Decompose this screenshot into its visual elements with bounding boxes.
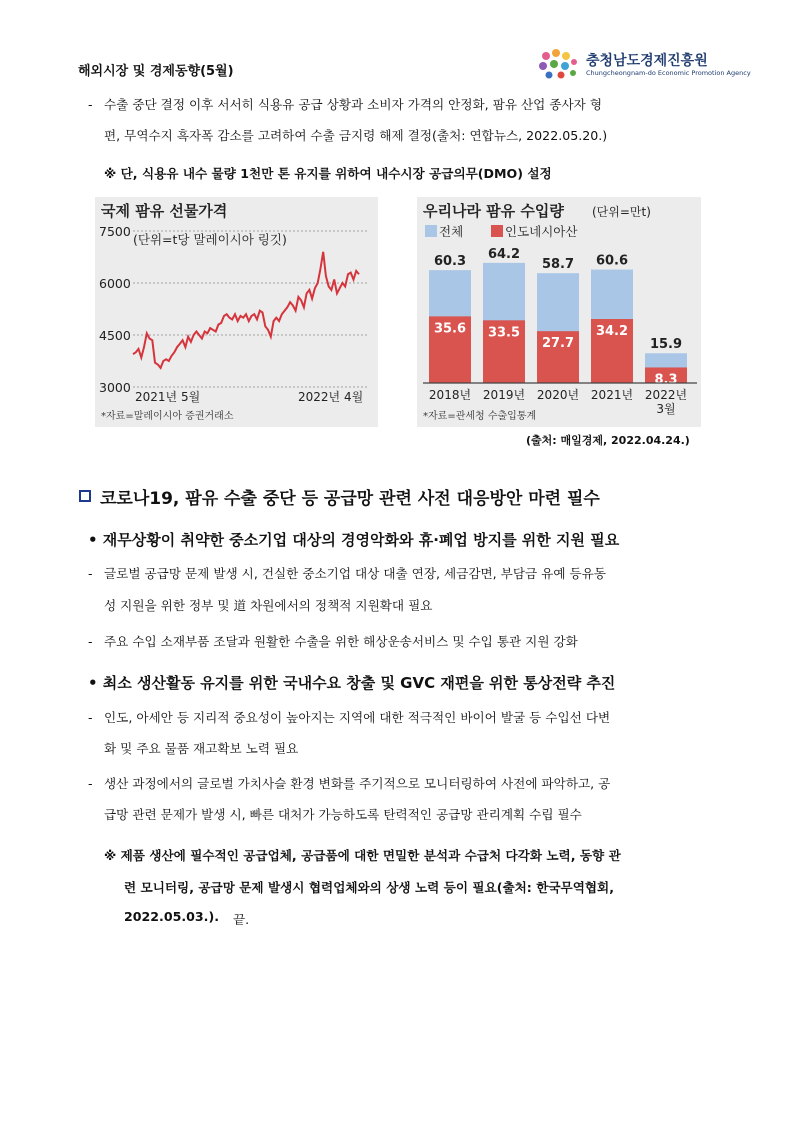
import-indonesia-label: 8.3 xyxy=(654,372,678,388)
import-indonesia-label: 35.6 xyxy=(433,321,467,337)
import-total-label: 60.3 xyxy=(433,254,467,270)
legend-total-swatch xyxy=(425,225,437,237)
import-category-label: 2019년 xyxy=(482,388,526,402)
sub2-note-line-3: 2022.05.03.). xyxy=(124,909,219,924)
import-total-label: 58.7 xyxy=(541,257,575,273)
legend-indonesia-label: 인도네시아산 xyxy=(505,224,578,239)
import-total-label: 64.2 xyxy=(487,246,521,262)
sub1-bullet-2: 주요 수입 소재부품 조달과 원활한 수출을 위한 해상운송서비스 및 수입 통관 지원 강화 xyxy=(104,634,578,649)
sub1-bullet-1-line-2: 성 지원을 위한 정부 및 道 차원에서의 정책적 지원확대 필요 xyxy=(104,598,433,613)
section-marker-icon xyxy=(79,490,91,502)
sub2-note-line-2: 련 모니터링, 공급망 문제 발생시 협력업체와의 상생 노력 등이 필요(출처: 한국무역협회, xyxy=(124,880,614,895)
futures-price-line xyxy=(133,252,359,368)
sub2-bullet-1-line-1: 인도, 아세안 등 지리적 중요성이 높아지는 지역에 대한 적극적인 바이어 발굴 등 수입선 다변 xyxy=(104,710,611,725)
futures-chart-subtitle: (단위=t당 말레이시아 링깃) xyxy=(133,232,287,247)
import-source: *자료=관세청 수출입통계 xyxy=(423,411,537,422)
futures-ytick-label: 3000 xyxy=(99,380,131,395)
futures-chart-title: 국제 팜유 선물가격 xyxy=(101,202,228,220)
sub1-title: • 재무상황이 취약한 중소기업 대상의 경영악화와 휴·폐업 방지를 위한 지원 필요 xyxy=(88,531,620,549)
section-title: 코로나19, 팜유 수출 중단 등 공급망 관련 사전 대응방안 마련 필수 xyxy=(100,489,600,509)
logo-english-name: Chungcheongnam-do Economic Promotion Agency xyxy=(586,69,751,77)
import-chart-unit: (단위=만t) xyxy=(592,205,651,219)
legend-indonesia-swatch xyxy=(491,225,503,237)
import-total-label: 15.9 xyxy=(649,337,683,353)
palm-oil-import-chart xyxy=(417,197,701,427)
import-category-label: 2020년 xyxy=(536,388,580,402)
import-category-label: 2021년 xyxy=(590,388,634,402)
sub1-bullet-1-line-1: 글로벌 공급망 문제 발생 시, 건실한 중소기업 대상 대출 연장, 세금감면, 부담금 유예 등유동 xyxy=(104,566,607,581)
futures-chart-svg xyxy=(95,197,378,427)
intro-bullet: - xyxy=(88,97,93,112)
futures-source: *자료=말레이시아 증권거래소 xyxy=(101,411,234,422)
sub2-title: • 최소 생산활동 유지를 위한 국내수요 창출 및 GVC 재편을 위한 통상전략 추진 xyxy=(88,674,616,692)
import-total-label: 60.6 xyxy=(595,253,629,269)
sub2-note-line-1: ※ 제품 생산에 필수적인 공급업체, 공급품에 대한 면밀한 분석과 수급처 다각화 노력, 동향 관 xyxy=(104,848,621,863)
futures-ytick-label: 4500 xyxy=(99,328,131,343)
futures-xlabel-start: 2021년 5월 xyxy=(135,390,201,404)
import-category-label: 2022년 xyxy=(644,388,688,402)
futures-ytick-label: 6000 xyxy=(99,276,131,291)
import-indonesia-label: 34.2 xyxy=(595,323,629,339)
palm-oil-futures-chart xyxy=(95,197,378,427)
chart-source: (출처: 매일경제, 2022.04.24.) xyxy=(526,434,690,447)
import-category-label: 3월 xyxy=(656,402,676,416)
sub2-bullet-1-line-2: 화 및 주요 물품 재고확보 노력 필요 xyxy=(104,741,299,756)
import-chart-title: 우리나라 팜유 수입량 xyxy=(423,202,564,220)
import-category-label: 2018년 xyxy=(428,388,472,402)
import-indonesia-label: 33.5 xyxy=(487,325,521,341)
sub2-bullet-1-dash: - xyxy=(88,710,93,725)
futures-ytick-label: 7500 xyxy=(99,224,131,239)
document-end-mark: 끝. xyxy=(233,912,250,927)
page-header-title: 해외시장 및 경제동향(5월) xyxy=(78,64,234,79)
sub2-bullet-2-line-1: 생산 과정에서의 글로벌 가치사슬 환경 변화를 주기적으로 모니터링하여 사전에 파악하고, 공 xyxy=(104,776,611,791)
sub2-bullet-2-dash: - xyxy=(88,776,93,791)
sub2-bullet-2-line-2: 급망 관련 문제가 발생 시, 빠른 대처가 가능하도록 탄력적인 공급망 관리계획 수립 필수 xyxy=(104,807,582,822)
import-indonesia-label: 27.7 xyxy=(541,336,575,352)
sub1-bullet-2-dash: - xyxy=(88,634,93,649)
intro-line-1: 수출 중단 결정 이후 서서히 식용유 공급 상황과 소비자 가격의 안정화, 팜유 산업 종사자 형 xyxy=(104,97,603,112)
intro-line-2: 편, 무역수지 흑자폭 감소를 고려하여 수출 금지령 해제 결정(출처: 연합뉴스, 2022.05.20.) xyxy=(104,128,608,143)
intro-note: ※ 단, 식용유 내수 물량 1천만 톤 유지를 위하여 내수시장 공급의무(DMO) 설정 xyxy=(104,166,552,181)
import-chart-svg xyxy=(417,197,701,427)
agency-logo xyxy=(536,48,751,82)
logo-korean-name: 충청남도경제진흥원 xyxy=(586,53,708,69)
sub1-bullet-1-dash: - xyxy=(88,566,93,581)
futures-xlabel-end: 2022년 4월 xyxy=(298,390,364,404)
legend-total-label: 전체 xyxy=(439,224,464,239)
logo-flower-icon xyxy=(536,48,582,82)
